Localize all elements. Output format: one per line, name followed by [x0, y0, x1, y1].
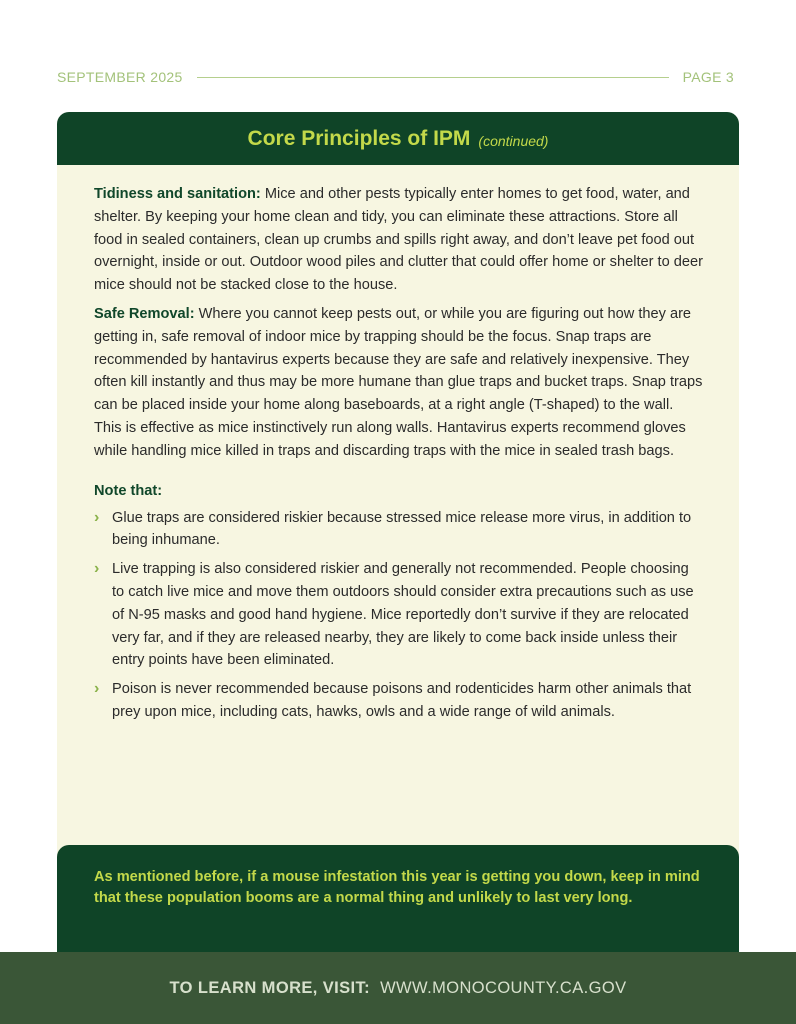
paragraph-lead: Safe Removal:	[94, 305, 195, 322]
header-rule	[197, 77, 669, 78]
principles-panel	[57, 112, 739, 952]
chevron-right-icon: ›	[94, 508, 100, 526]
footer-label: TO LEARN MORE, VISIT:	[169, 978, 371, 997]
list-item-text: Poison is never recommended because poisons and rodenticides harm other animals that prey upon mice, including cats, hawks, owls and a wide range of wild animals.	[112, 681, 692, 720]
note-heading: Note that:	[94, 482, 163, 499]
page-number: PAGE 3	[682, 69, 734, 85]
panel-title-bar	[57, 112, 739, 165]
note-list	[94, 507, 704, 724]
list-item	[94, 507, 704, 553]
panel-subtitle: (continued)	[478, 132, 549, 149]
issue-date: SEPTEMBER 2025	[57, 69, 183, 85]
page-footer	[0, 952, 796, 1024]
panel-title: Core Principles of IPM	[247, 126, 471, 150]
paragraph-body: Where you cannot keep pests out, or while you are figuring out how they are getting in, safe removal of indoor mice by trapping should be the focus. Snap traps are recommended by hantavirus experts because they are safe and relatively inexpensive. They often kill instantly and thus may be more humane than glue traps and bucket traps. Snap traps can be placed inside your home along baseboards, at a right angle (T-shaped) to the wall. This is effective as mice instinctively run along walls. Hantavirus experts recommend gloves while handling mice killed in traps and discarding traps with the mice in sealed trash bags.	[94, 305, 703, 459]
callout-box	[57, 845, 739, 953]
page-header	[57, 66, 734, 88]
panel-content	[94, 183, 704, 730]
list-item-text: Glue traps are considered riskier because stressed mice release more virus, in addition to being inhumane.	[112, 509, 692, 549]
paragraph-lead: Tidiness and sanitation:	[94, 186, 261, 202]
list-item-text: Live trapping is also considered riskier and generally not recommended. People choosing to catch live mice and move them outdoors should consider extra precautions such as use of N-95 masks and good hand hygiene. Mice reportedly don’t survive if they are relocated very far, and if they are released nearby, they are likely to come back inside unless their entry points have been eliminated.	[112, 561, 694, 669]
footer-url[interactable]: WWW.MONOCOUNTY.CA.GOV	[380, 978, 627, 997]
paragraph-body: Mice and other pests typically enter homes to get food, water, and shelter. By keeping your home clean and tidy, you can eliminate these attractions. Store all food in sealed containers, clean up crumbs and spills right away, and don’t leave pet food out overnight, inside or out. Outdoor wood piles and clutter that could offer home or shelter to deer mice should not be stacked close to the house.	[94, 186, 703, 294]
chevron-right-icon: ›	[94, 680, 100, 698]
chevron-right-icon: ›	[94, 560, 100, 578]
list-item	[94, 558, 704, 672]
paragraph-safe-removal	[94, 303, 704, 463]
callout-text: As mentioned before, if a mouse infestation this year is getting you down, keep in mind that these population booms are a normal thing and unlikely to last very long.	[94, 869, 700, 906]
paragraph-tidiness	[94, 183, 704, 297]
list-item	[94, 678, 704, 724]
